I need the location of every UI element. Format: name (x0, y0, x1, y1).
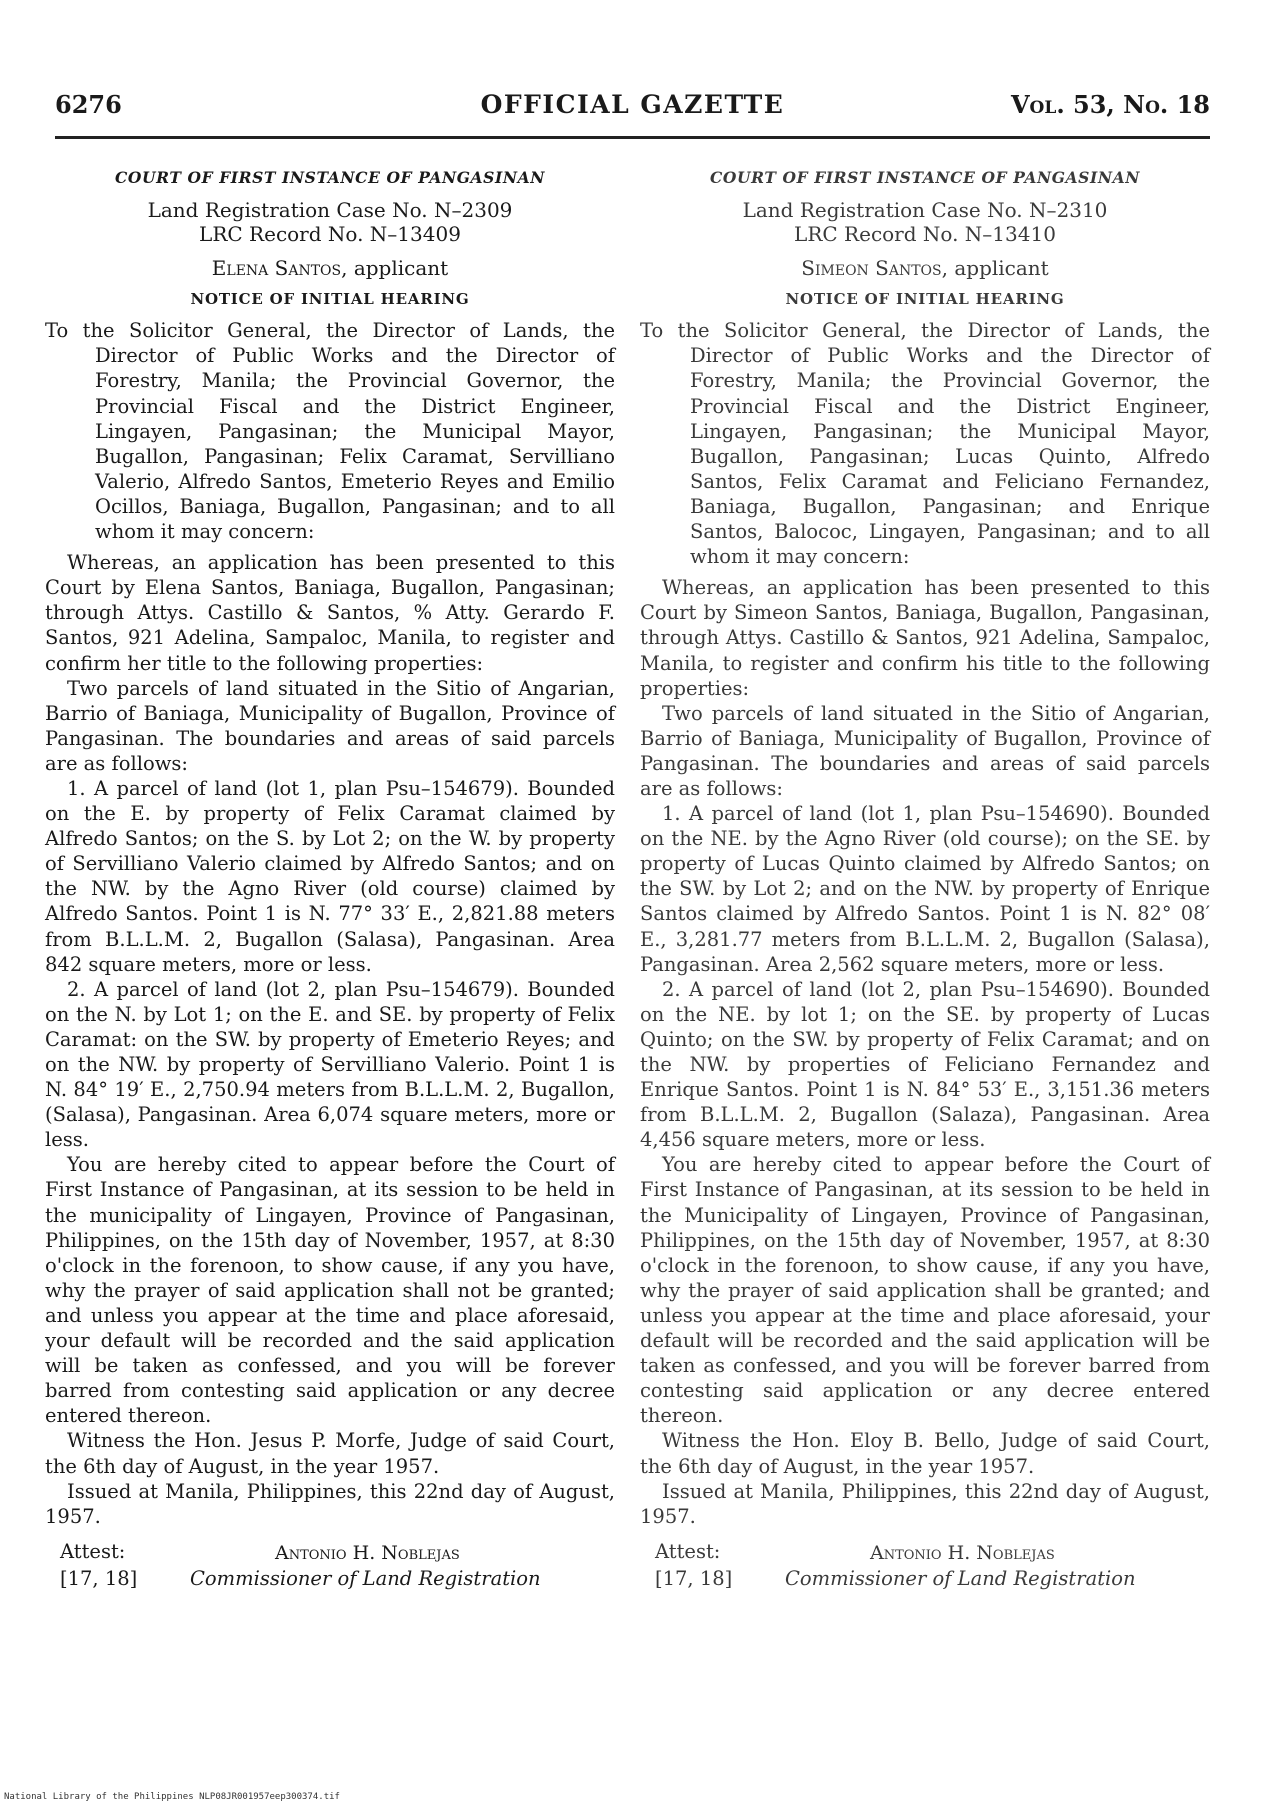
attestation (640, 1539, 1210, 1597)
header-rule (55, 136, 1210, 139)
whereas-paragraph: Whereas, an application has been presented to this Court by Simeon Santos, Baniaga, Bugallon, Pangasinan, through Attys. Castillo & Santos, 921 Adelina, Sampaloc, Manila, to register and confirm his title to the following properties: (640, 576, 1210, 700)
issue-reference: [17, 18] (655, 1566, 733, 1590)
issued-paragraph: Issued at Manila, Philippines, this 22nd day of August, 1957. (45, 1479, 615, 1528)
parcel-2: 2. A parcel of land (lot 2, plan Psu–154679). Bounded on the N. by Lot 1; on the E. and SE. by property of Felix Caramat: on the SW. by property of Emeterio Reyes; and on the NW. by property of Servilliano Valerio. Point 1 is N. 84° 19′ E., 2,750.94 meters from B.L.L.M. 2, Bugallon, (Salasa), Pangasinan. Area 6,074 square meters, more or less. (45, 977, 615, 1152)
witness-paragraph: Witness the Hon. Eloy B. Bello, Judge of said Court, the 6th day of August, in the year 1957. (640, 1429, 1210, 1478)
notice-title: NOTICE OF INITIAL HEARING (190, 290, 470, 309)
attest-label: Attest: (60, 1539, 126, 1563)
page-header (55, 90, 1210, 130)
scan-footer: National Library of the Philippines NLP08JR001957eep300374.tif (4, 1792, 340, 1802)
applicant-line (640, 256, 1210, 281)
notice-column-right (640, 165, 1210, 1597)
case-number: Land Registration Case No. N–2309 (147, 198, 513, 223)
signer-name: Antonio H. Noblejas (275, 1541, 460, 1564)
applicant-name: Simeon Santos, (801, 256, 948, 281)
parcel-1: 1. A parcel of land (lot 1, plan Psu–154679). Bounded on the E. by property of Felix Caramat claimed by Alfredo Santos; on the S. by Lot 2; on the W. by property of Servilliano Valerio claimed by Alfredo Santos; and on the NW. by the Agno River (old course) claimed by Alfredo Santos. Point 1 is N. 77° 33′ E., 2,821.88 meters from B.L.L.M. 2, Bugallon (Salasa), Pangasinan. Area 842 square meters, more or less. (45, 776, 615, 976)
parcels-intro: Two parcels of land situated in the Sitio of Angarian, Barrio of Baniaga, Municipality of Bugallon, Province of Pangasinan. The boundaries and areas of said parcels are as follows: (45, 676, 615, 775)
attest-label: Attest: (655, 1539, 721, 1563)
publication-title: OFFICIAL GAZETTE (480, 90, 785, 119)
applicant-label: applicant (954, 256, 1049, 281)
citation-paragraph: You are hereby cited to appear before the Court of First Instance of Pangasinan, at its session to be held in the municipality of Lingayen, Province of Pangasinan, Philippines, on the 15th day of November, 1957, at 8:30 o'clock in the forenoon, to show cause, if any you have, why the prayer of said application shall not be granted; and unless you appear at the time and place aforesaid, your default will be recorded and the said application will be taken as confessed, and you will be forever barred from contesting said application or any decree entered thereon. (45, 1153, 615, 1428)
parcels-intro: Two parcels of land situated in the Sitio of Angarian, Barrio of Baniaga, Municipality of Bugallon, Province of Pangasinan. The boundaries and areas of said parcels are as follows: (640, 701, 1210, 800)
notice-column-left (45, 165, 615, 1597)
applicant-name: Elena Santos, (211, 256, 348, 281)
issued-paragraph: Issued at Manila, Philippines, this 22nd day of August, 1957. (640, 1479, 1210, 1528)
court-name: COURT OF FIRST INSTANCE OF PANGASINAN (115, 168, 545, 187)
addressees: To the Solicitor General, the Director of Lands, the Director of Public Works and the Director of Forestry, Manila; the Provincial Governor, the Provincial Fiscal and the District Engineer, Lingayen, Pangasinan; the Municipal Mayor, Bugallon, Pangasinan; Lucas Quinto, Alfredo Santos, Felix Caramat and Feliciano Fernandez, Baniaga, Bugallon, Pangasinan; and Enrique Santos, Balococ, Lingayen, Pangasinan; and to all whom it may concern: (640, 319, 1210, 569)
whereas-paragraph: Whereas, an application has been presented to this Court by Elena Santos, Baniaga, Bugallon, Pangasinan; through Attys. Castillo & Santos, % Atty. Gerardo F. Santos, 921 Adelina, Sampaloc, Manila, to register and confirm her title to the following properties: (45, 551, 615, 675)
court-name: COURT OF FIRST INSTANCE OF PANGASINAN (710, 168, 1140, 187)
record-number: LRC Record No. N–13409 (199, 222, 461, 247)
signer-title: Commissioner of Land Registration (190, 1566, 541, 1590)
volume-number: Vol. 53, No. 18 (1010, 90, 1210, 119)
addressees: To the Solicitor General, the Director of Lands, the Director of Public Works and the Director of Forestry, Manila; the Provincial Governor, the Provincial Fiscal and the District Engineer, Lingayen, Pangasinan; the Municipal Mayor, Bugallon, Pangasinan; Felix Caramat, Servilliano Valerio, Alfredo Santos, Emeterio Reyes and Emilio Ocillos, Baniaga, Bugallon, Pangasinan; and to all whom it may concern: (45, 319, 615, 544)
signer-name: Antonio H. Noblejas (870, 1541, 1055, 1564)
applicant-label: applicant (353, 256, 449, 281)
page-number: 6276 (55, 90, 122, 119)
attestation (45, 1539, 615, 1597)
case-number: Land Registration Case No. N–2310 (742, 198, 1108, 223)
witness-paragraph: Witness the Hon. Jesus P. Morfe, Judge of said Court, the 6th day of August, in the year 1957. (45, 1429, 615, 1478)
notice-title: NOTICE OF INITIAL HEARING (785, 290, 1065, 309)
signer-title: Commissioner of Land Registration (785, 1566, 1136, 1590)
record-number: LRC Record No. N–13410 (794, 222, 1056, 247)
parcel-2: 2. A parcel of land (lot 2, plan Psu–154690). Bounded on the NE. by lot 1; on the SE. by property of Lucas Quinto; on the SW. by property of Felix Caramat; and on the NW. by properties of Feliciano Fernandez and Enrique Santos. Point 1 is N. 84° 53′ E., 3,151.36 meters from B.L.L.M. 2, Bugallon (Salaza), Pangasinan. Area 4,456 square meters, more or less. (640, 977, 1210, 1152)
citation-paragraph: You are hereby cited to appear before the Court of First Instance of Pangasinan, at its session to be held in the Municipality of Lingayen, Province of Pangasinan, Philippines, on the 15th day of November, 1957, at 8:30 o'clock in the forenoon, to show cause, if any you have, why the prayer of said application shall be granted; and unless you appear at the time and place aforesaid, your default will be recorded and the said application will be taken as confessed, and you will be forever barred from contesting said application or any decree entered thereon. (640, 1153, 1210, 1428)
parcel-1: 1. A parcel of land (lot 1, plan Psu–154690). Bounded on the NE. by the Agno River (old course); on the SE. by property of Lucas Quinto claimed by Alfredo Santos; on the SW. by Lot 2; and on the NW. by property of Enrique Santos claimed by Alfredo Santos. Point 1 is N. 82° 08′ E., 3,281.77 meters from B.L.L.M. 2, Bugallon (Salasa), Pangasinan. Area 2,562 square meters, more or less. (640, 802, 1210, 976)
applicant-line (45, 256, 615, 281)
issue-reference: [17, 18] (60, 1566, 138, 1590)
